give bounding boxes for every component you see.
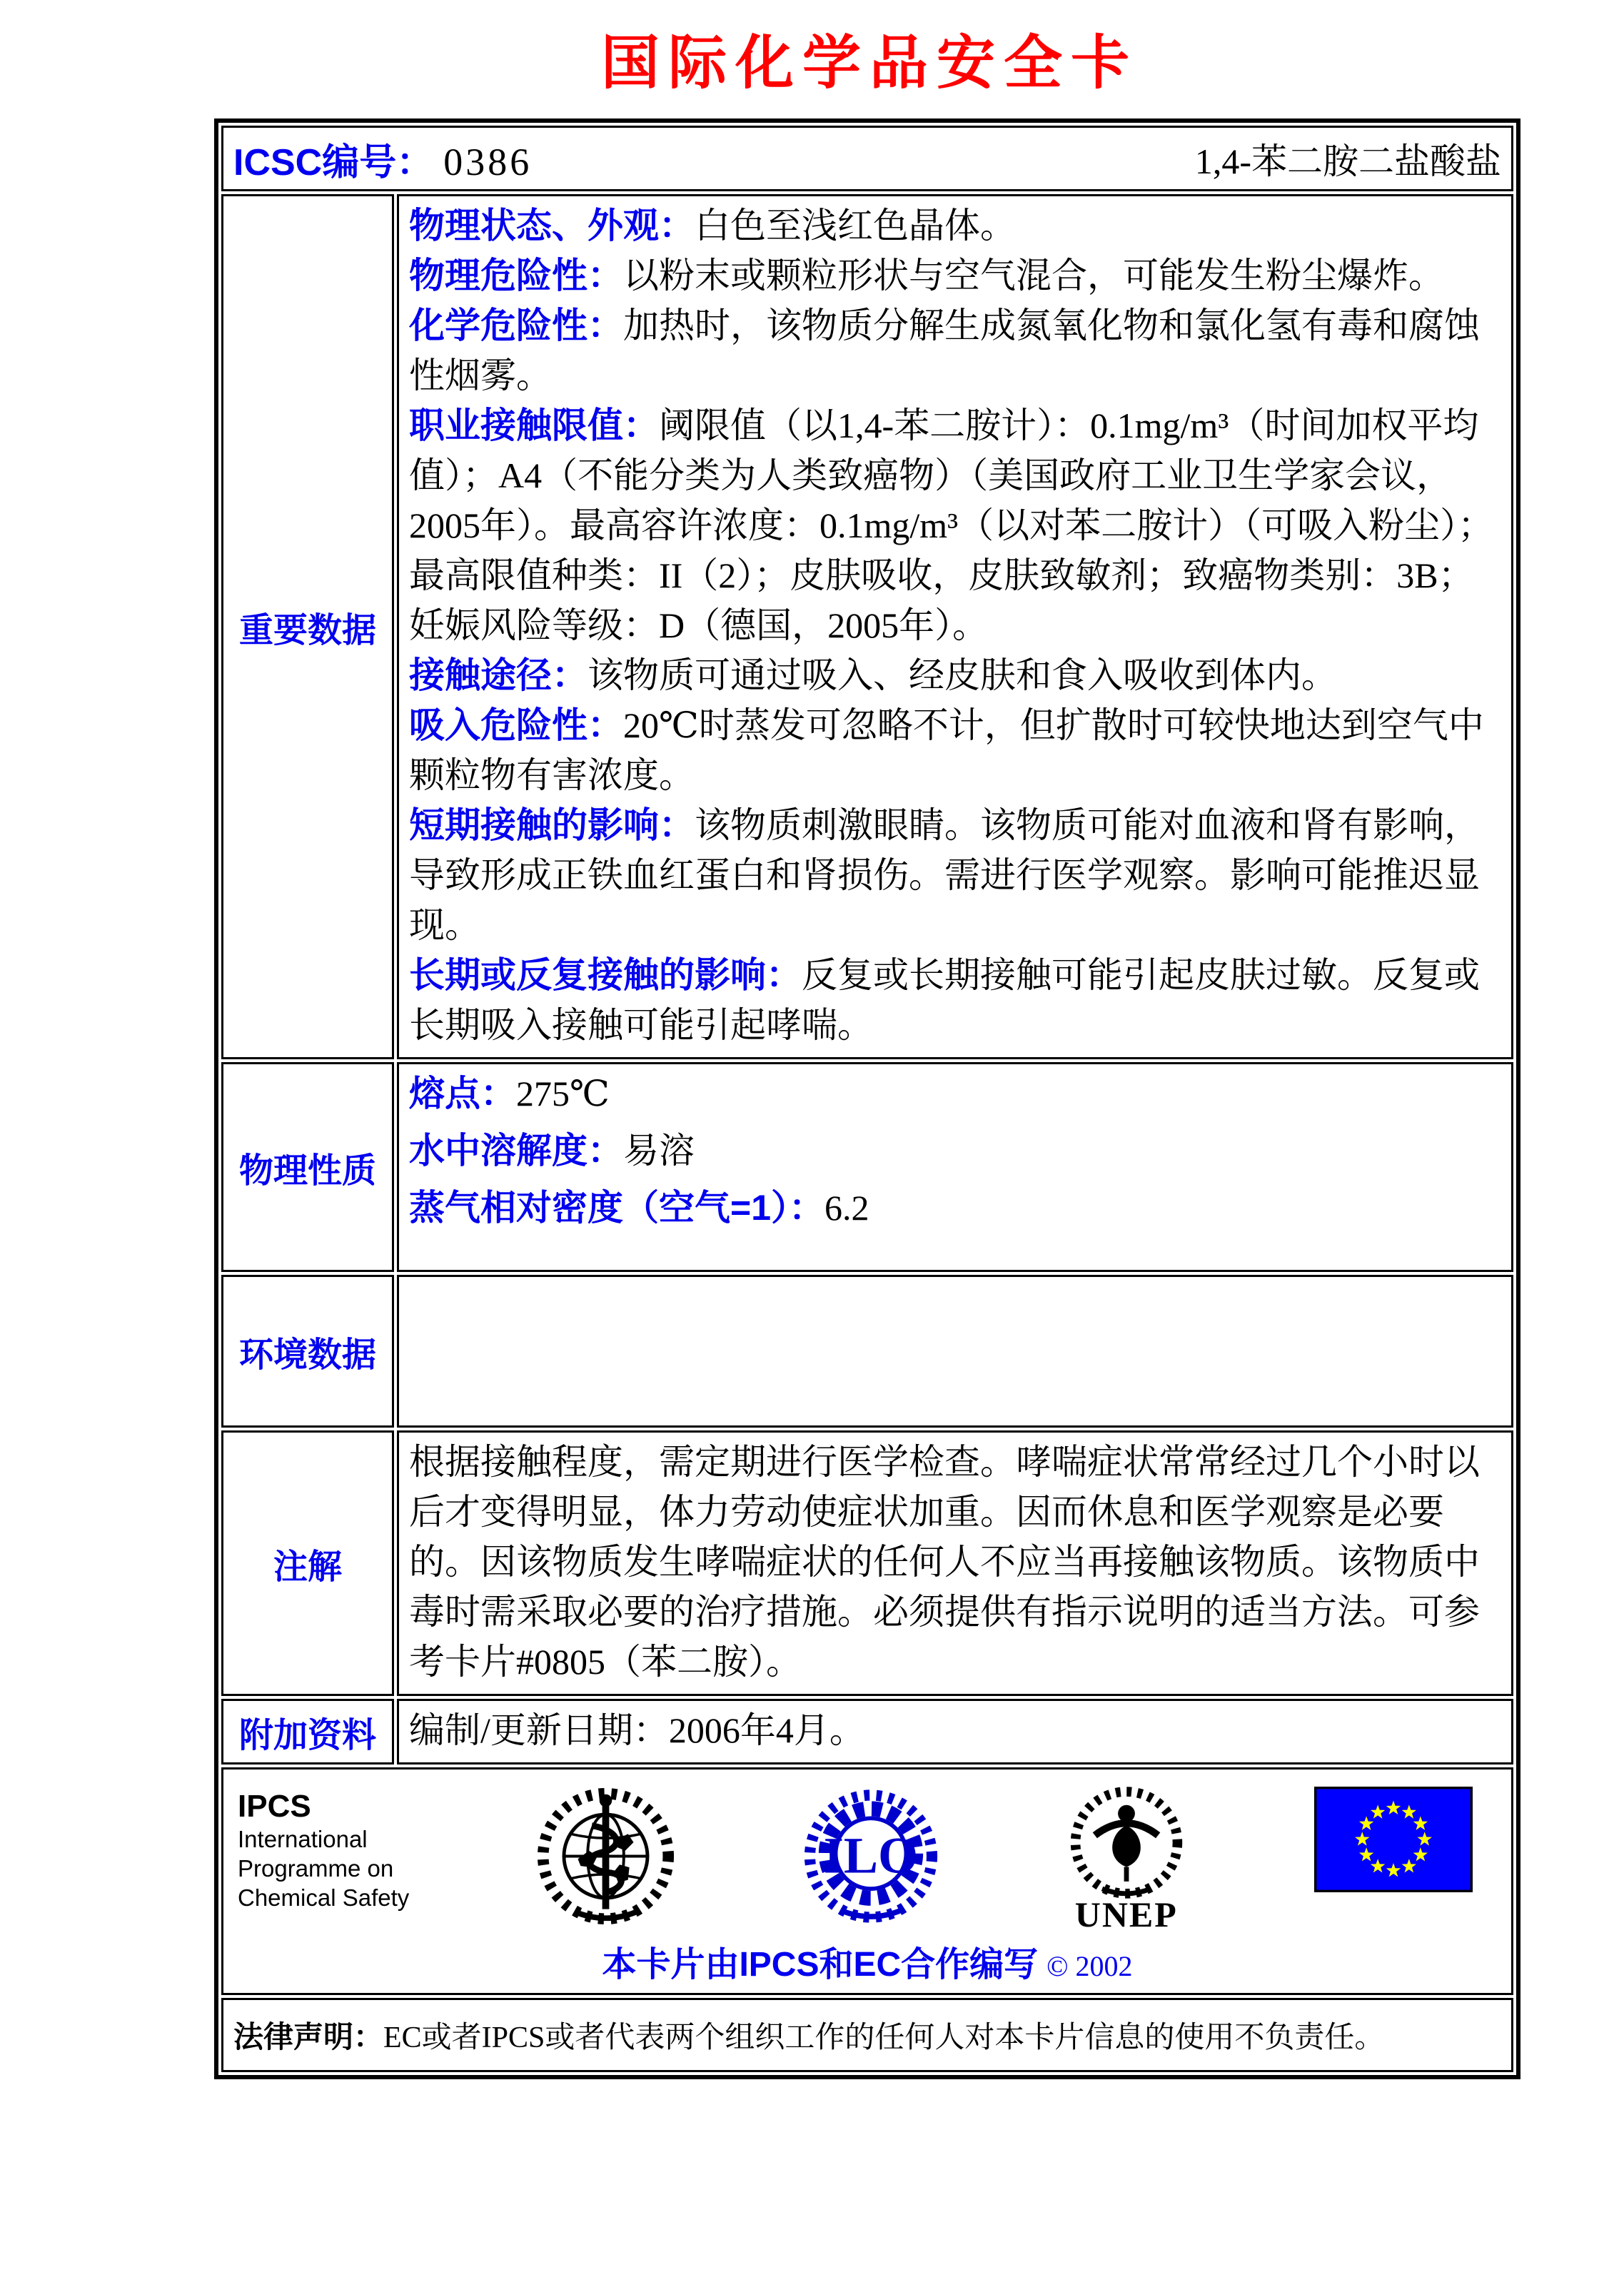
field-label: 物理危险性： <box>409 256 623 296</box>
field-label: 蒸气相对密度（空气=1）： <box>409 1188 825 1228</box>
field-text: 阈限值（以1,4-苯二胺计）：0.1mg/m³（时间加权平均值）；A4（不能分类为人类致癌物）（美国政府工业卫生学家会议，2005年）。最高容许浓度：0.1mg/m³（以对苯二胺计）（可吸入粉尘）；最高限值种类：II（2）；皮肤吸收，皮肤致敏剂；致癌物类别：3B；妊娠风险等级：D（德国，2005年）。 <box>409 405 1494 646</box>
field-label: 水中溶解度： <box>409 1131 623 1171</box>
field-label: 熔点： <box>409 1074 516 1114</box>
field-text: 该物质可通过吸入、经皮肤和食入吸收到体内。 <box>587 655 1337 696</box>
data-item <box>409 1183 1501 1233</box>
ipcs-line2: Programme on <box>238 1855 394 1882</box>
data-item <box>409 800 1501 950</box>
notes-label: 注解 <box>221 1430 394 1696</box>
ipcs-line1: International <box>238 1825 368 1852</box>
ipcs-line3: Chemical Safety <box>238 1884 410 1912</box>
field-text: 反复或长期接触可能引起皮肤过敏。反复或长期吸入接触可能引起哮喘。 <box>409 955 1480 1046</box>
important-data-label: 重要数据 <box>221 194 394 1059</box>
data-item <box>409 201 1501 251</box>
icsc-number-value: 0386 <box>443 140 533 183</box>
logos-row <box>221 1767 1513 1995</box>
data-item <box>409 700 1501 800</box>
data-item <box>409 301 1501 400</box>
data-item <box>409 400 1501 650</box>
field-text: 以粉末或颗粒形状与空气混合，可能发生粉尘爆炸。 <box>623 256 1444 296</box>
ilo-logo-icon <box>803 1787 939 1929</box>
unep-logo-icon <box>1066 1787 1187 1935</box>
field-label: 短期接触的影响： <box>409 805 695 846</box>
logos-strip <box>233 1777 1501 1935</box>
data-item <box>409 1069 1501 1119</box>
physical-properties-content <box>397 1062 1513 1272</box>
data-item <box>409 650 1501 700</box>
chemical-name: 1,4-苯二胺二盐酸盐 <box>1194 141 1501 182</box>
environmental-data-row <box>221 1275 1513 1428</box>
data-item <box>409 251 1501 301</box>
environmental-data-label: 环境数据 <box>221 1275 394 1428</box>
environmental-data-content <box>397 1275 1513 1428</box>
notes-row <box>221 1430 1513 1696</box>
card-wrapper <box>214 29 1525 2079</box>
physical-properties-row <box>221 1062 1513 1272</box>
credit-copyright: © 2002 <box>1046 1950 1133 1983</box>
field-label: 职业接触限值： <box>409 405 659 446</box>
field-text: 易溶 <box>623 1131 695 1171</box>
field-text: 白色至浅红色晶体。 <box>695 206 1016 246</box>
important-data-content <box>397 194 1513 1059</box>
field-label: 接触途径： <box>409 655 587 696</box>
icsc-card-table <box>214 118 1520 2079</box>
icsc-number-label: ICSC编号： <box>233 141 434 183</box>
additional-info-label: 附加资料 <box>221 1699 394 1764</box>
eu-flag-icon <box>1314 1787 1473 1896</box>
who-logo-icon <box>536 1787 675 1929</box>
svg-text:ILO: ILO <box>823 1827 918 1884</box>
additional-info-content: 编制/更新日期：2006年4月。 <box>397 1699 1513 1764</box>
data-item <box>409 1126 1501 1176</box>
field-label: 长期或反复接触的影响： <box>409 955 802 996</box>
legal-label: 法律声明： <box>233 2020 384 2054</box>
field-label: 物理状态、外观： <box>409 206 695 246</box>
icsc-number-group <box>233 132 532 186</box>
notes-content: 根据接触程度，需定期进行医学检查。哮喘症状常常经过几个小时以后才变得明显，体力劳动使症状加重。因而休息和医学观察是必要的。因该物质发生哮喘症状的任何人不应当再接触该物质。该物质中毒时需采取必要的治疗措施。必须提供有指示说明的适当方法。可参考卡片#0805（苯二胺）。 <box>397 1430 1513 1696</box>
important-data-row <box>221 194 1513 1059</box>
ipcs-text-block <box>238 1787 409 1912</box>
credit-text: 本卡片由IPCS和EC合作编写 <box>602 1946 1039 1984</box>
legal-row <box>221 1998 1513 2072</box>
field-text: 该物质刺激眼睛。该物质可能对血液和肾有影响，导致形成正铁血红蛋白和肾损伤。需进行医学观察。影响可能推迟显现。 <box>409 805 1480 946</box>
ipcs-acronym: IPCS <box>238 1789 311 1824</box>
field-label: 吸入危险性： <box>409 705 623 746</box>
field-text: 6.2 <box>824 1188 869 1228</box>
header-row <box>221 126 1513 191</box>
physical-properties-label: 物理性质 <box>221 1062 394 1272</box>
field-label: 化学危险性： <box>409 306 623 346</box>
field-text: 275℃ <box>516 1074 610 1114</box>
data-item <box>409 950 1501 1050</box>
credit-line <box>233 1937 1501 1986</box>
legal-text: EC或者IPCS或者代表两个组织工作的任何人对本卡片信息的使用不负责任。 <box>383 2021 1385 2055</box>
additional-info-row <box>221 1699 1513 1764</box>
field-text: 20℃时蒸发可忽略不计，但扩散时可较快地达到空气中颗粒物有害浓度。 <box>409 705 1484 796</box>
page-title: 国际化学品安全卡 <box>600 31 1138 96</box>
unep-wordmark: UNEP <box>1074 1894 1178 1935</box>
field-text: 加热时，该物质分解生成氮氧化物和氯化氢有毒和腐蚀性烟雾。 <box>409 306 1480 396</box>
